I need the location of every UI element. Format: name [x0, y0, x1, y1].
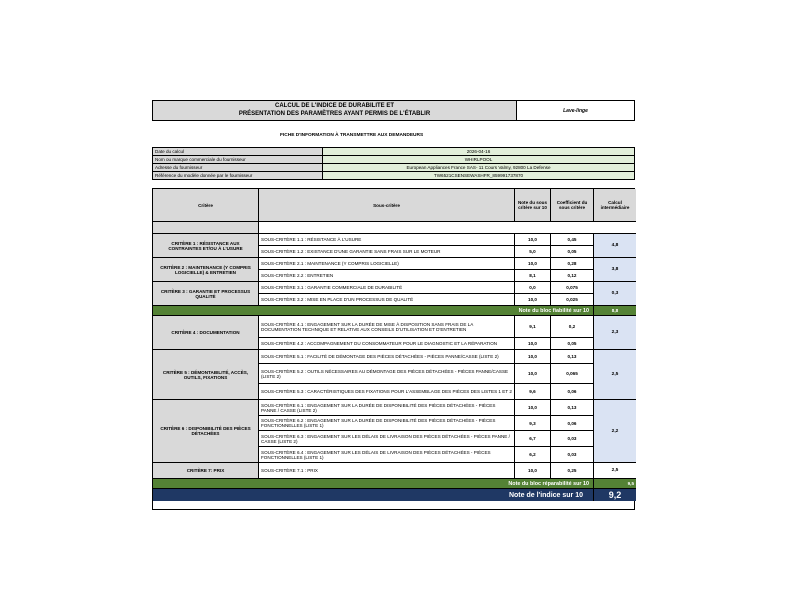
- fiabilite-score: 8,8: [594, 306, 636, 316]
- critere-5: CRITÈRE 5 : DÉMONTABILITÉ, ACCÈS, OUTILS, FIXATIONS: [153, 350, 259, 400]
- coef-2-1: 0,28: [551, 258, 594, 270]
- critere-1: CRITÈRE 1 : RÉSISTANCE AUX CONTRAINTES ET/OU À L'USURE: [153, 234, 259, 258]
- critere-4: CRITÈRE 4 : DOCUMENTATION: [153, 316, 259, 350]
- info-value: TW6521CSENSEWASHFR_859991737870: [323, 172, 634, 179]
- spacer: [153, 222, 259, 234]
- note-4-2: 10,0: [515, 338, 551, 350]
- info-label: Nom ou marque commerciale du fournisseur: [153, 156, 323, 163]
- coef-1-1: 0,45: [551, 234, 594, 246]
- critere-2: CRITÈRE 2 : MAINTENANCE (Y COMPRIS LOGICIELLE) & ENTRETIEN: [153, 258, 259, 282]
- score-table: [152, 188, 635, 510]
- fiabilite-label: Note du bloc fiabilité sur 10: [153, 306, 594, 316]
- info-row-brand: [153, 156, 634, 164]
- coef-4-2: 0,05: [551, 338, 594, 350]
- sous-critere-6-4: SOUS-CRITÈRE 6.4 : ENGAGEMENT SUR LES DÉLAIS DE LIVRAISON DES PIÈCES DÉTACHÉES - PIÈCES FONCTIONNELLES (LISTE 1): [259, 447, 515, 463]
- info-row-reference: [153, 172, 634, 179]
- note-6-3: 6,7: [515, 431, 551, 447]
- title-line-2: PRÉSENTATION DES PARAMÈTRES AYANT PERMIS DE L'ÉTABLIR: [238, 110, 431, 117]
- col-header-note: Note du sous critère sur 10: [515, 189, 551, 222]
- coef-3-1: 0,075: [551, 282, 594, 294]
- info-row-address: [153, 164, 634, 172]
- reparabilite-score: 9,5: [594, 479, 636, 489]
- note-6-4: 6,2: [515, 447, 551, 463]
- note-4-1: 9,1: [515, 316, 551, 338]
- note-5-3: 9,6: [515, 384, 551, 400]
- sous-critere-6-1: SOUS-CRITÈRE 6.1 : ENGAGEMENT SUR LA DURÉE DE DISPONIBILITÉ DES PIÈCES DÉTACHÉES - PIÈCES PANNE / CASSE (LISTE 2): [259, 400, 515, 416]
- critere-7: CRITÈRE 7: PRIX: [153, 463, 259, 479]
- note-1-1: 10,0: [515, 234, 551, 246]
- info-value: WHIRLPOOL: [323, 156, 634, 163]
- col-header-coefficient: Coefficient du sous critère: [551, 189, 594, 222]
- calcul-7: 2,5: [594, 463, 636, 479]
- coef-1-2: 0,05: [551, 246, 594, 258]
- fiche-subtitle: FICHE D'INFORMATION À TRANSMETTRE AUX DEMANDEURS: [280, 133, 424, 138]
- sous-critere-2-1: SOUS-CRITÈRE 2.1 : MAINTENANCE (Y COMPRIS LOGICIELLE): [259, 258, 515, 270]
- coef-6-1: 0,13: [551, 400, 594, 416]
- col-header-sous-critere: Sous-critère: [259, 189, 515, 222]
- sous-critere-6-2: SOUS-CRITÈRE 6.2 : ENGAGEMENT SUR LA DURÉE DE DISPONIBILITÉ DES PIÈCES DÉTACHÉES - PIÈCES FONCTIONNELLES (LISTE 1): [259, 416, 515, 431]
- calcul-5: 2,5: [594, 350, 636, 400]
- info-row-date: [153, 148, 634, 156]
- col-header-calcul: Calcul intermédiaire: [594, 189, 636, 222]
- sous-critere-3-2: SOUS-CRITÈRE 3.2 : MISE EN PLACE D'UN PROCESSUS DE QUALITÉ: [259, 294, 515, 306]
- critere-3: CRITÈRE 3 : GARANTIE ET PROCESSUS QUALITÉ: [153, 282, 259, 306]
- sous-critere-5-1: SOUS-CRITÈRE 5.1 : FACILITÉ DE DÉMONTAGE DES PIÈCES DÉTACHÉES - PIÈCES PANNE/CASSE (LISTE 2): [259, 350, 515, 364]
- coef-7-1: 0,25: [551, 463, 594, 479]
- document-header: [152, 100, 635, 121]
- sous-critere-7-1: SOUS-CRITÈRE 7.1 : PRIX: [259, 463, 515, 479]
- info-value: 2026-04-16: [323, 148, 634, 155]
- spacer: [259, 222, 636, 234]
- device-type: Lave-linge: [563, 107, 588, 114]
- coef-3-2: 0,025: [551, 294, 594, 306]
- critere-6: CRITÈRE 6 : DISPONIBILITÉ DES PIÈCES DÉTACHÉES: [153, 400, 259, 463]
- note-6-2: 9,3: [515, 416, 551, 431]
- note-3-2: 10,0: [515, 294, 551, 306]
- coef-5-1: 0,13: [551, 350, 594, 364]
- document-title: [153, 101, 517, 120]
- final-index-score: 9,2: [594, 489, 636, 501]
- coef-2-2: 0,12: [551, 270, 594, 282]
- note-1-2: 5,0: [515, 246, 551, 258]
- sous-critere-5-3: SOUS-CRITÈRE 5.3 : CARACTÉRISTIQUES DES FIXATIONS POUR L'ASSEMBLAGE DES PIÈCES DES LISTES 1 ET 2: [259, 384, 515, 400]
- col-header-critere: Critère: [153, 189, 259, 222]
- coef-6-3: 0,03: [551, 431, 594, 447]
- coef-5-3: 0,06: [551, 384, 594, 400]
- calcul-3: 0,3: [594, 282, 636, 306]
- final-index-label: Note de l'indice sur 10: [153, 489, 594, 501]
- calcul-4: 2,3: [594, 316, 636, 350]
- note-5-1: 10,0: [515, 350, 551, 364]
- calcul-1: 4,8: [594, 234, 636, 258]
- note-3-1: 0,0: [515, 282, 551, 294]
- sous-critere-4-2: SOUS-CRITÈRE 4.2 : ACCOMPAGNEMENT DU CONSOMMATEUR POUR LE DIAGNOSTIC ET LA RÉPARATION: [259, 338, 515, 350]
- coef-4-1: 0,2: [551, 316, 594, 338]
- sous-critere-1-1: SOUS-CRITÈRE 1.1 : RÉSISTANCE À L'USURE: [259, 234, 515, 246]
- coef-5-2: 0,065: [551, 364, 594, 384]
- sous-critere-1-2: SOUS-CRITÈRE 1.2 : EXISTANCE D'UNE GARANTIE SANS FRAIS SUR LE MOTEUR: [259, 246, 515, 258]
- calcul-6: 2,2: [594, 400, 636, 463]
- info-label: Référence du modèle donnée par le fournisseur: [153, 172, 323, 179]
- coef-6-2: 0,06: [551, 416, 594, 431]
- reparabilite-label: Note du bloc réparabilité sur 10: [153, 479, 594, 489]
- info-label: Date du calcul: [153, 148, 323, 155]
- info-value: European Appliances France SAS- 11 Cours Valmy, 92800 La Defense: [323, 164, 634, 171]
- sous-critere-2-2: SOUS-CRITÈRE 2.2 : ENTRETIEN: [259, 270, 515, 282]
- info-table: [152, 147, 635, 180]
- sous-critere-6-3: SOUS-CRITÈRE 6.3 : ENGAGEMENT SUR LES DÉLAIS DE LIVRAISON DES PIÈCES DÉTACHÉES - PIÈCES PANNE / CASSE (LISTE 2): [259, 431, 515, 447]
- note-7-1: 10,0: [515, 463, 551, 479]
- coef-6-4: 0,03: [551, 447, 594, 463]
- sous-critere-3-1: SOUS-CRITÈRE 3.1 : GARANTIE COMMERCIALE DE DURABILITÉ: [259, 282, 515, 294]
- sous-critere-4-1: SOUS-CRITÈRE 4.1 : ENGAGEMENT SUR LA DURÉE DE MISE À DISPOSITION SANS FRAIS DE LA DOCUMENTATION TECHNIQUE ET RELATIVE AUX CONSEILS D'UTILISATION ET D'ENTRETIEN: [259, 316, 515, 338]
- sous-critere-5-2: SOUS-CRITÈRE 5.2 : OUTILS NÉCESSAIRES AU DÉMONTAGE DES PIÈCES DÉTACHÉES - PIÈCES PANNE/CASSE (LISTE 2): [259, 364, 515, 384]
- note-2-1: 10,0: [515, 258, 551, 270]
- info-label: Adresse du fournisseur: [153, 164, 323, 171]
- title-line-1: CALCUL DE L'INDICE DE DURABILITE ET: [275, 103, 394, 109]
- calcul-2: 3,8: [594, 258, 636, 282]
- note-2-2: 8,1: [515, 270, 551, 282]
- note-6-1: 10,0: [515, 400, 551, 416]
- note-5-2: 10,0: [515, 364, 551, 384]
